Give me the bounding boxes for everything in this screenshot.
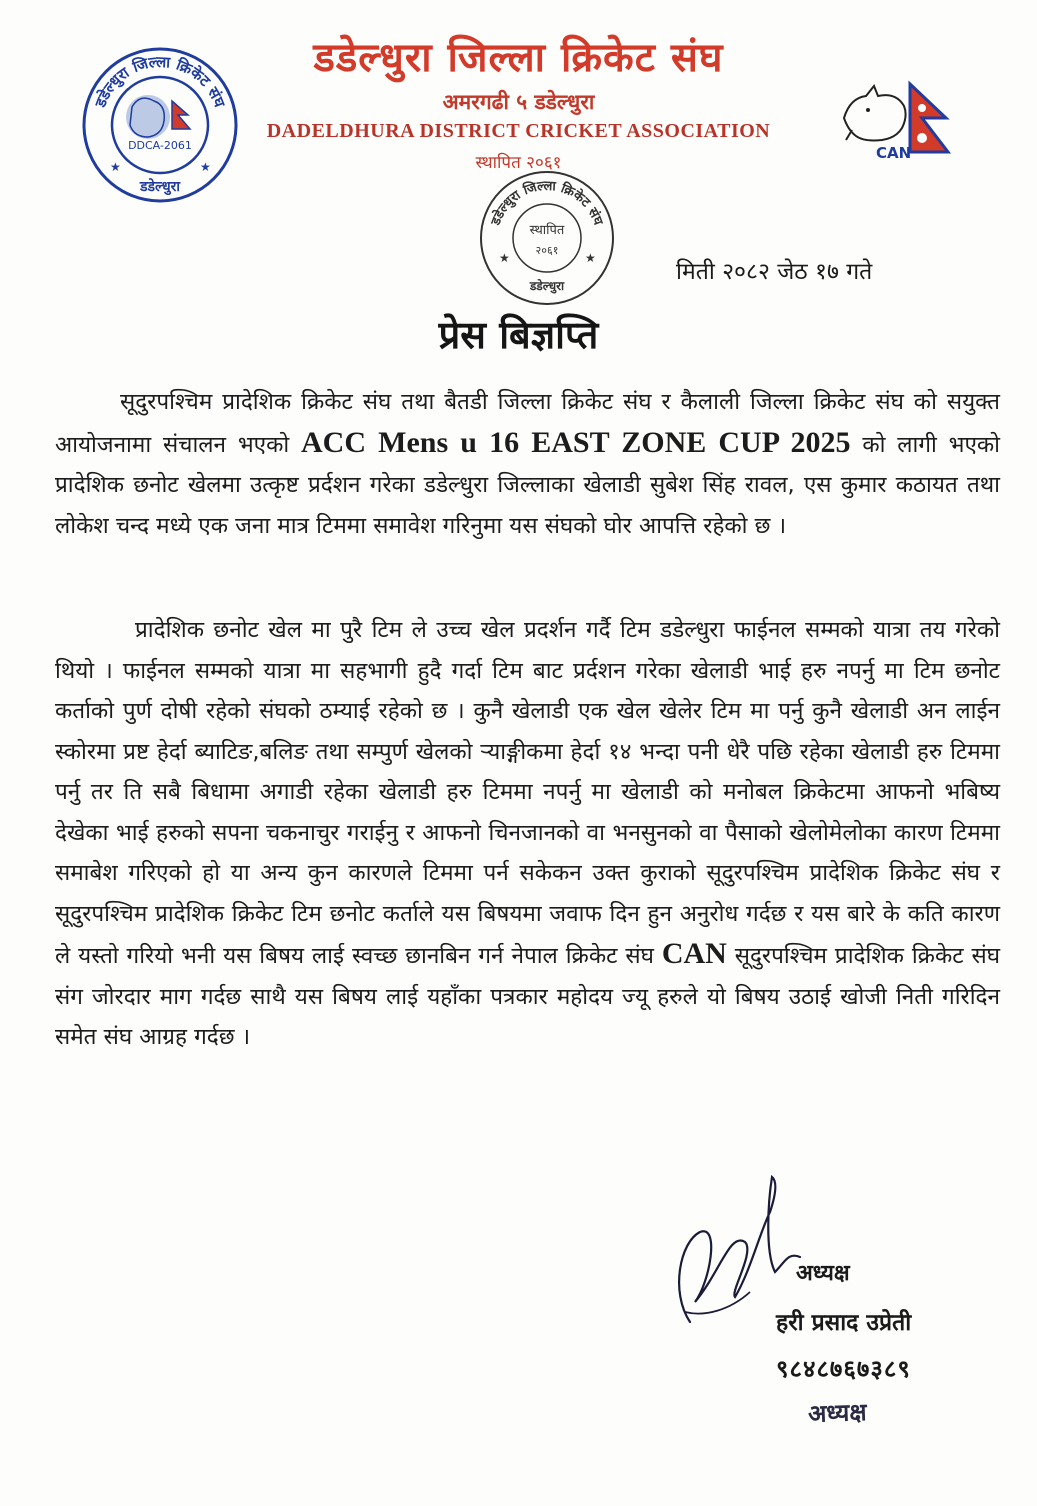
stamp-bottom-text: डडेल्धुरा — [529, 279, 565, 293]
can-logo-label: CAN — [876, 144, 912, 162]
can-logo — [838, 78, 954, 166]
stamp-ring-text: डडेल्धुरा जिल्ला क्रिकेट संघ — [488, 178, 606, 228]
svg-text:★: ★ — [110, 160, 121, 174]
association-title-nepali: डडेल्धुरा जिल्ला क्रिकेट संघ — [313, 35, 724, 81]
association-address: अमरगढी ५ डडेल्धुरा — [442, 90, 595, 114]
svg-text:★: ★ — [585, 251, 596, 265]
established-year: स्थापित २०६१ — [475, 153, 562, 173]
ddca-ring-text: डडेल्धुरा जिल्ला क्रिकेट संघ — [91, 52, 229, 110]
signatory-title: अध्यक्ष — [796, 1261, 850, 1286]
can-abbreviation: CAN — [661, 937, 727, 970]
association-title-english: DADELDHURA DISTRICT CRICKET ASSOCIATION — [266, 120, 771, 142]
paragraph-1 — [55, 382, 1000, 546]
signatory-name: हरी प्रसाद उप्रेती — [776, 1310, 912, 1336]
svg-text:★: ★ — [499, 251, 510, 265]
press-release-heading: प्रेस बिज्ञप्ति — [438, 313, 599, 357]
stamp-year: २०६१ — [535, 244, 559, 257]
svg-text:★: ★ — [200, 160, 211, 174]
paragraph-1-text-b: को लागी भएको प्रादेशिक छनोट खेलमा उत्कृष्ट प्रर्दशन गरेका डडेल्धुरा जिल्लाका खेलाडी सुबेश सिंह रावल, एस कुमार कठायत तथा लोकेश चन्द मध्ये एक जना मात्र टिममा समावेश गरिनुमा यस संघको घोर आपत्ति रहेको छ । — [55, 431, 1000, 539]
paragraph-2-text-b: सूदुरपश्चिम प्रादेशिक क्रिकेट संघ संग जोरदार माग गर्दछ साथै यस बिषय लाई यहाँका पत्रकार महोदय ज्यू हरुले यो बिषय उठाई खोजी निती गरिदिन समेत संघ आग्रह गर्दछ । — [55, 943, 1000, 1050]
president-stamp: अध्यक्ष — [807, 1397, 867, 1429]
letter-date: मिती २०८२ जेठ १७ गते — [676, 259, 873, 285]
signatory-phone: ९८४८७६७३८९ — [776, 1355, 911, 1383]
ddca-code: DDCA-2061 — [128, 139, 192, 152]
ddca-ring-bottom: डडेल्धुरा — [140, 179, 180, 195]
paragraph-2-text-a: प्रादेशिक छनोट खेल मा पुरै टिम ले उच्च खेल प्रदर्शन गर्दै टिम डडेल्धुरा फाईनल सम्मको यात्रा तय गरेको थियो । फाईनल सम्मको यात्रा मा सहभागी हुदै गर्दा टिम बाट प्रर्दशन गरेका खेलाडी भाई हरु नपर्नु मा टिम छनोट कर्ताको पुर्ण दोषी रहेको संघको ठम्याई रहेको छ । कुनै खेलाडी एक खेल खेलेर टिम मा पर्नु कुनै खेलाडी अन लाईन स्कोरमा प्रष्ट हेर्दा ब्याटिङ,बलिङ तथा सम्पुर्ण खेलको र्‍याङ्गीकमा हेर्दा १४ भन्दा पनी धेरै पछि रहेका खेलाडी हरु टिममा पर्नु तर ति सबै बिधामा अगाडी रहेका खेलाडी हरु टिममा नपर्नु मा खेलाडी को मनोबल क्रिकेटमा आफनो भबिष्य देखेका भाई हरुको सपना चकनाचुर गराईनु र आफनो चिनजानको वा भनसुनको वा पैसाको खेलोमेलोका कारण टिममा समाबेश गरिएको हो या अन्य कुन कारणले टिममा पर्न सकेकन उक्त कुराको सूदुरपश्चिम प्रादेशिक क्रिकेट संघ र सूदुरपश्चिम प्रादेशिक क्रिकेट टिम छनोट कर्ताले यस बिषयमा जवाफ दिन हुन अनुरोध गर्दछ र यस बारे के कति कारण ले यस्तो गरियो भनी यस बिषय लाई स्वच्छ छानबिन गर्न नेपाल क्रिकेट संघ — [55, 617, 1000, 969]
stamp-established: स्थापित — [529, 223, 565, 238]
paragraph-2 — [55, 610, 1000, 1058]
event-name: ACC Mens u 16 EAST ZONE CUP 2025 — [301, 425, 851, 459]
paragraph-1-text-a: सूदुरपश्चिम प्रादेशिक क्रिकेट संघ तथा बैतडी जिल्ला क्रिकेट संघ र कैलाली जिल्ला क्रिकेट संघ को सयुक्त आयोजनामा संचालन भएको — [55, 389, 1000, 458]
ddca-logo — [80, 45, 240, 205]
association-stamp — [477, 168, 617, 308]
